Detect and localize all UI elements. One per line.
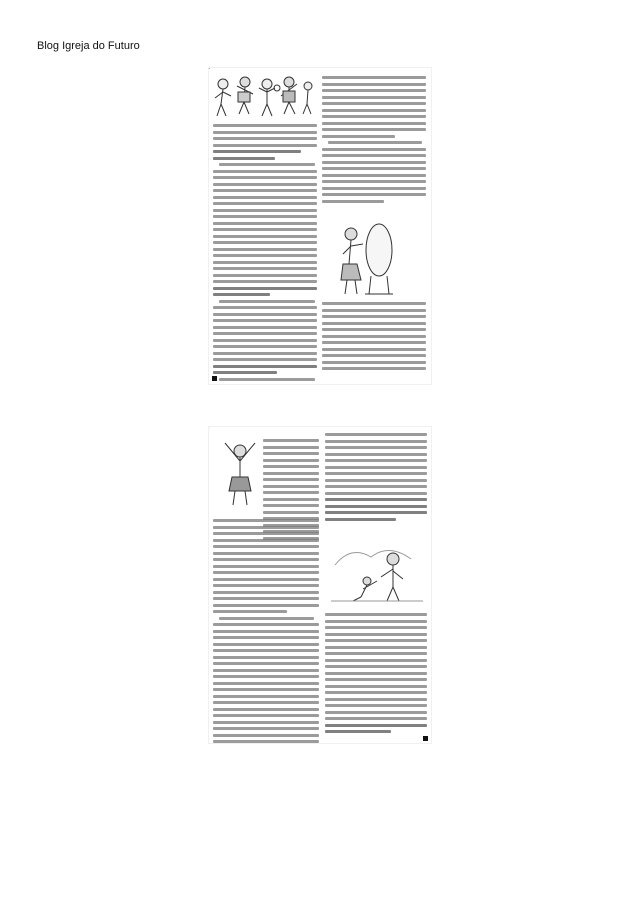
children-playing-illustration	[211, 74, 315, 120]
page-number-marker	[423, 736, 428, 741]
page1-left-column	[213, 124, 317, 384]
page-number-marker	[212, 376, 217, 381]
page1-right-column	[322, 76, 426, 206]
page2-right-lower	[325, 613, 427, 737]
blog-title: Blog Igreja do Futuro	[37, 40, 140, 52]
magazine-page-1	[209, 68, 431, 384]
girl-mirror-illustration	[335, 220, 401, 298]
page1-right-lower	[322, 302, 426, 374]
jumping-girl-illustration	[215, 437, 265, 507]
page1-text-hidden	[209, 68, 210, 69]
magazine-page-2	[209, 427, 431, 743]
page2-right-column	[325, 433, 427, 524]
page2-left-column	[213, 519, 319, 743]
man-with-child-illustration	[331, 541, 423, 603]
page2-number	[209, 427, 210, 428]
page2-text-hidden	[209, 427, 210, 428]
page1-number	[209, 68, 210, 69]
